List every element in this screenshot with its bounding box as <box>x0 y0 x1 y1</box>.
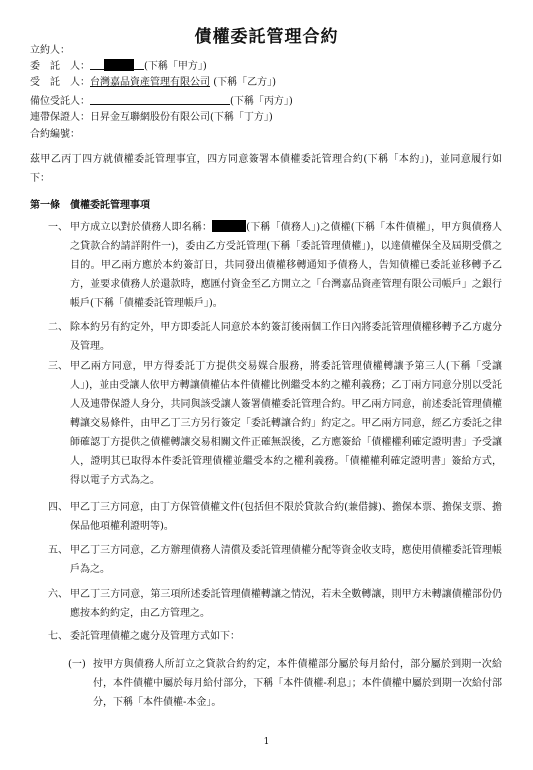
party-b-suffix: (下稱「乙方」) <box>213 77 276 88</box>
party-c-label: 備位受託人： <box>30 96 90 107</box>
clause-5-number: 五、 <box>48 545 68 556</box>
preamble: 茲甲乙丙丁四方就債權委託管理事宜，四方同意簽署本債權委託管理合約(下稱「本約」)，並同意履行如下： <box>30 154 502 184</box>
party-b-label: 受 託 人： <box>30 77 90 88</box>
party-b-name: 台灣嘉品資產管理有限公司 <box>90 77 210 88</box>
party-c-blank <box>90 94 230 105</box>
parties-heading: 立約人： <box>30 45 70 56</box>
party-c-line <box>30 94 293 108</box>
clause-7-text: 委託管理債權之處分及管理方式如下： <box>70 631 240 642</box>
debtor-name-redaction <box>212 220 246 232</box>
clause-2-number: 二、 <box>48 322 68 333</box>
party-a-label: 委 託 人： <box>30 61 90 72</box>
clause-5-text: 甲乙丁三方同意，乙方辦理債務人清償及委託管理債權分配等資金收支時，應使用債權委託管理帳戶為之。 <box>70 545 502 575</box>
section-1-title: 第一條 債權委託管理事項 <box>30 200 150 211</box>
contract-title: 債權委託管理合約 <box>194 27 339 47</box>
clause-1-number: 一、 <box>48 222 68 233</box>
clause-6-number: 六、 <box>48 589 68 600</box>
clause-2-text: 除本約另有約定外，甲方即委託人同意於本約簽訂後兩個工作日內將委託管理債權移轉予乙方處分及管理。 <box>70 322 502 352</box>
contract-number: 合約編號： <box>30 129 80 140</box>
clause-4-number: 四、 <box>48 502 68 513</box>
clause-7-number: 七、 <box>48 631 68 642</box>
page-number: 1 <box>263 737 270 747</box>
party-d-text: 日昇金互聯網股份有限公司(下稱「丁方」) <box>90 112 273 123</box>
clause-3-text: 甲乙兩方同意，甲方得委託丁方提供交易媒合服務，將委託管理債權轉讓予第三人(下稱「受讓人」)，並由受讓人依甲方轉讓債權佔本件債權比例繼受本約之權利義務；乙丁兩方同意分別以受託人及連帶保證人身分，共同與該受讓人簽署債權委託管理合約。甲乙兩方同意，前述委託管理債權轉讓交易條件，由甲乙丁三方另行簽定「委託轉讓合約」約定之。甲乙兩方同意，經乙方委託之律師確認丁方提供之債權轉讓交易相關文件正確無誤後，乙方應簽給「債權權利確定證明書」予受讓人，證明其已取得本件委託管理債權並繼受本約之權利義務。「債權權利確定證明書」簽給方式，得以電子方式為之。 <box>70 361 502 486</box>
party-c-suffix: (下稱「丙方」) <box>230 96 293 107</box>
clause-1-text: 甲方成立以對於債務人即名稱： (下稱「債務人」)之債權(下稱「本件債權」，甲方與債務人之貸款合約請詳附件一)，委由乙方受託管理(下稱「委託管理債權」)，以達債權保全及屆期受償之目的。甲乙兩方應於本約簽訂日，共同發出債權移轉通知予債務人，告知債權已委託並移轉予乙方，並要求債務人於還款時，應匯付資金至乙方開立之「台灣嘉品資產管理有限公司帳戶」之銀行帳戶(下稱「債權委託管理帳戶」)。 <box>70 222 502 309</box>
clause-6-text: 甲乙丁三方同意，第三項所述委託管理債權轉讓之情況，若未全數轉讓，則甲方未轉讓債權部份仍應按本約約定，由乙方管理之。 <box>70 589 502 619</box>
subclause-1-number: (一) <box>68 659 86 670</box>
party-a-suffix: (下稱「甲方」) <box>144 61 207 72</box>
subclause-1-text: 按甲方與債務人所訂立之貸款合約約定，本件債權部分屬於每月給付，部分屬於到期一次給付，本件債權中屬於每月給付部分，下稱「本件債權-利息」；本件債權中屬於到期一次給付部分，下稱「本件債權-本金」。 <box>93 659 502 708</box>
clause-4-text: 甲乙丁三方同意，由丁方保管債權文件(包括但不限於貸款合約(兼借據)、擔保本票、擔保支票、擔保品他項權利證明等)。 <box>70 502 502 532</box>
party-a-blank <box>90 59 104 70</box>
party-b-line <box>30 76 276 89</box>
clause-3-number: 三、 <box>48 361 68 372</box>
party-d-line <box>30 111 273 124</box>
party-d-label: 連帶保證人： <box>30 112 90 123</box>
party-a-line <box>30 59 207 73</box>
party-a-redaction <box>104 59 134 71</box>
